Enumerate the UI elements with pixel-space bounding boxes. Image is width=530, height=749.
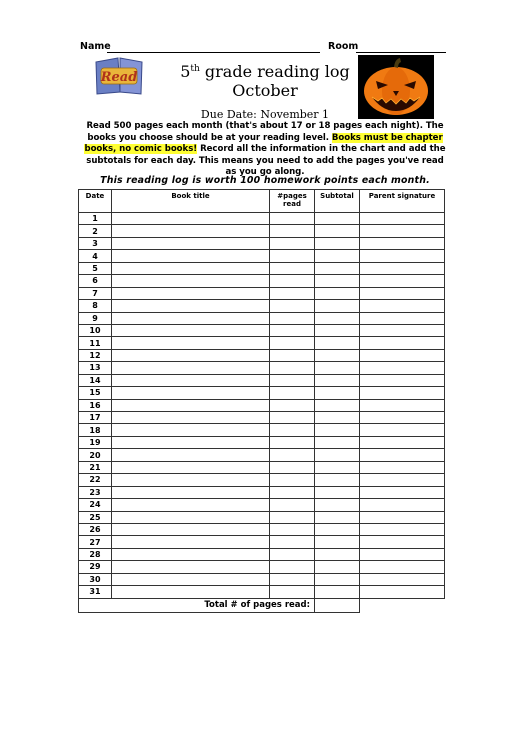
date-cell: 26 [79,523,112,535]
parent-signature-cell[interactable] [360,312,445,324]
name-room-row [80,41,450,55]
column-header: Subtotal [315,190,360,213]
parent-signature-cell[interactable] [360,548,445,560]
pages-read-cell[interactable] [270,461,315,473]
book-title-cell[interactable] [112,511,270,523]
subtotal-cell[interactable] [315,374,360,386]
table-row [79,586,445,598]
instructions-text-1: Read 500 pages each month (that's about 17 or 18 pages each night). The books you choose should be at your reading level. [86,121,444,143]
pages-read-cell[interactable] [270,436,315,448]
book-title-cell[interactable] [112,213,270,225]
pages-read-cell[interactable] [270,474,315,486]
date-cell: 9 [79,312,112,324]
date-cell: 24 [79,499,112,511]
pages-read-cell[interactable] [270,312,315,324]
book-title-cell[interactable] [112,561,270,573]
date-cell: 1 [79,213,112,225]
table-row [79,337,445,349]
table-row [79,287,445,299]
date-cell: 21 [79,461,112,473]
table-row [79,548,445,560]
date-cell: 28 [79,548,112,560]
date-cell: 30 [79,573,112,585]
pages-read-cell[interactable] [270,225,315,237]
book-title-cell[interactable] [112,374,270,386]
column-header: Book title [112,190,270,213]
parent-signature-cell[interactable] [360,300,445,312]
parent-signature-cell[interactable] [360,511,445,523]
pages-read-cell[interactable] [270,275,315,287]
date-cell: 25 [79,511,112,523]
table-row [79,536,445,548]
date-cell: 29 [79,561,112,573]
book-title-cell[interactable] [112,324,270,336]
book-title-cell[interactable] [112,461,270,473]
parent-signature-cell[interactable] [360,225,445,237]
pages-read-cell[interactable] [270,511,315,523]
due-date: Due Date: November 1 [200,108,330,121]
date-cell: 17 [79,412,112,424]
subtotal-cell[interactable] [315,287,360,299]
date-cell: 12 [79,349,112,361]
date-cell: 14 [79,374,112,386]
parent-signature-cell[interactable] [360,449,445,461]
room-label: Room [328,41,359,52]
month-title: October [232,81,298,100]
book-title-cell[interactable] [112,436,270,448]
subtotal-cell[interactable] [315,349,360,361]
pages-read-cell[interactable] [270,548,315,560]
book-title-cell[interactable] [112,586,270,598]
read-book-logo [93,56,145,96]
date-cell: 22 [79,474,112,486]
subtotal-cell[interactable] [315,548,360,560]
subtotal-cell[interactable] [315,312,360,324]
subtotal-cell[interactable] [315,300,360,312]
parent-signature-cell[interactable] [360,561,445,573]
book-title-cell[interactable] [112,399,270,411]
table-header-row [79,190,445,213]
date-cell: 15 [79,387,112,399]
table-row [79,486,445,498]
date-cell: 10 [79,324,112,336]
book-title-cell[interactable] [112,349,270,361]
book-title-cell[interactable] [112,523,270,535]
parent-signature-cell[interactable] [360,573,445,585]
table-row [79,300,445,312]
pages-read-cell[interactable] [270,287,315,299]
book-title-cell[interactable] [112,536,270,548]
date-cell: 23 [79,486,112,498]
date-cell: 3 [79,237,112,249]
date-cell: 13 [79,362,112,374]
table-row [79,312,445,324]
subtotal-cell[interactable] [315,337,360,349]
date-cell: 11 [79,337,112,349]
parent-signature-cell[interactable] [360,536,445,548]
date-cell: 31 [79,586,112,598]
table-row [79,324,445,336]
pages-read-cell[interactable] [270,586,315,598]
subtotal-cell[interactable] [315,486,360,498]
logo-text: Read [100,70,138,85]
table-row [79,523,445,535]
subtotal-cell[interactable] [315,262,360,274]
parent-signature-cell[interactable] [360,523,445,535]
pages-read-cell[interactable] [270,349,315,361]
total-label: Total # of pages read: [79,598,315,612]
parent-signature-cell[interactable] [360,399,445,411]
book-title-cell[interactable] [112,225,270,237]
table-row [79,412,445,424]
parent-signature-cell[interactable] [360,586,445,598]
subtotal-cell[interactable] [315,573,360,585]
table-row [79,436,445,448]
subtotal-cell[interactable] [315,536,360,548]
pages-read-cell[interactable] [270,300,315,312]
table-row [79,349,445,361]
date-cell: 8 [79,300,112,312]
book-title-cell[interactable] [112,237,270,249]
book-title-cell[interactable] [112,287,270,299]
parent-signature-cell[interactable] [360,424,445,436]
book-title-cell[interactable] [112,362,270,374]
name-field[interactable] [107,52,320,53]
grade-suffix: th [190,64,200,74]
book-title-cell[interactable] [112,387,270,399]
pages-read-cell[interactable] [270,412,315,424]
pages-read-cell[interactable] [270,561,315,573]
grade-rest: grade reading log [204,62,350,81]
pages-read-cell[interactable] [270,399,315,411]
date-cell: 18 [79,424,112,436]
parent-signature-cell[interactable] [360,362,445,374]
table-row [79,387,445,399]
table-row [79,250,445,262]
book-title-cell[interactable] [112,250,270,262]
instructions-text-2: Record all the information in the chart and add the subtotals for each day. This means you need to add the pages you've read as you go along. [86,144,446,177]
book-title-cell[interactable] [112,486,270,498]
column-header: Parent signature [360,190,445,213]
reading-log-table [78,189,445,613]
pages-read-cell[interactable] [270,374,315,386]
pages-read-cell[interactable] [270,387,315,399]
date-cell: 7 [79,287,112,299]
parent-signature-cell[interactable] [360,499,445,511]
book-title-cell[interactable] [112,262,270,274]
book-title-cell[interactable] [112,449,270,461]
pages-read-cell[interactable] [270,499,315,511]
subtotal-cell[interactable] [315,424,360,436]
parent-signature-cell[interactable] [360,287,445,299]
book-title-cell[interactable] [112,424,270,436]
pages-read-cell[interactable] [270,536,315,548]
parent-signature-cell[interactable] [360,474,445,486]
book-title-cell[interactable] [112,312,270,324]
total-row [79,598,445,612]
subtotal-cell[interactable] [315,511,360,523]
table-row [79,474,445,486]
room-field[interactable] [356,52,446,53]
date-cell: 27 [79,536,112,548]
pages-read-cell[interactable] [270,362,315,374]
table-row [79,449,445,461]
table-row [79,374,445,386]
date-cell: 20 [79,449,112,461]
table-row [79,573,445,585]
parent-signature-cell[interactable] [360,337,445,349]
date-cell: 4 [79,250,112,262]
date-cell: 5 [79,262,112,274]
table-row [79,262,445,274]
pages-read-cell[interactable] [270,213,315,225]
instructions-highlight: Books must be chapter books, no comic books! [84,132,443,154]
book-title-cell[interactable] [112,337,270,349]
subtotal-cell[interactable] [315,237,360,249]
instructions-paragraph [80,121,450,179]
pages-read-cell[interactable] [270,486,315,498]
table-row [79,237,445,249]
pages-read-cell[interactable] [270,237,315,249]
name-label: Name [80,41,111,52]
pages-read-cell[interactable] [270,262,315,274]
parent-signature-cell[interactable] [360,349,445,361]
parent-signature-cell[interactable] [360,262,445,274]
date-cell: 2 [79,225,112,237]
table-row [79,275,445,287]
subtotal-cell[interactable] [315,561,360,573]
subtotal-cell[interactable] [315,499,360,511]
pages-read-cell[interactable] [270,337,315,349]
table-row [79,561,445,573]
subtotal-cell[interactable] [315,461,360,473]
subtotal-cell[interactable] [315,213,360,225]
book-title-cell[interactable] [112,573,270,585]
column-header: #pages read [270,190,315,213]
parent-signature-cell[interactable] [360,324,445,336]
book-title-cell[interactable] [112,275,270,287]
subtotal-cell[interactable] [315,523,360,535]
subtotal-cell[interactable] [315,449,360,461]
parent-signature-cell[interactable] [360,461,445,473]
pages-read-cell[interactable] [270,424,315,436]
table-row [79,511,445,523]
pages-read-cell[interactable] [270,523,315,535]
book-title-cell[interactable] [112,499,270,511]
subtotal-cell[interactable] [315,436,360,448]
subtotal-cell[interactable] [315,412,360,424]
table-row [79,424,445,436]
subtotal-cell[interactable] [315,362,360,374]
pages-read-cell[interactable] [270,250,315,262]
pages-read-cell[interactable] [270,324,315,336]
subtotal-cell[interactable] [315,399,360,411]
date-cell: 6 [79,275,112,287]
grade-number: 5 [180,62,191,81]
table-row [79,499,445,511]
subtotal-cell[interactable] [315,586,360,598]
book-title-cell[interactable] [112,300,270,312]
total-spacer [360,598,445,612]
parent-signature-cell[interactable] [360,436,445,448]
date-cell: 19 [79,436,112,448]
parent-signature-cell[interactable] [360,387,445,399]
subtotal-cell[interactable] [315,225,360,237]
parent-signature-cell[interactable] [360,486,445,498]
subtotal-cell[interactable] [315,474,360,486]
parent-signature-cell[interactable] [360,237,445,249]
page-title [150,62,380,100]
table-row [79,399,445,411]
parent-signature-cell[interactable] [360,250,445,262]
total-cell[interactable] [315,598,360,612]
column-header: Date [79,190,112,213]
parent-signature-cell[interactable] [360,412,445,424]
book-title-cell[interactable] [112,412,270,424]
table-row [79,213,445,225]
subtotal-cell[interactable] [315,324,360,336]
table-row [79,461,445,473]
pages-read-cell[interactable] [270,449,315,461]
book-title-cell[interactable] [112,474,270,486]
table-row [79,362,445,374]
subtotal-cell[interactable] [315,275,360,287]
worth-note: This reading log is worth 100 homework points each month. [100,175,430,186]
table-row [79,225,445,237]
date-cell: 16 [79,399,112,411]
pages-read-cell[interactable] [270,573,315,585]
parent-signature-cell[interactable] [360,374,445,386]
parent-signature-cell[interactable] [360,213,445,225]
subtotal-cell[interactable] [315,387,360,399]
subtotal-cell[interactable] [315,250,360,262]
parent-signature-cell[interactable] [360,275,445,287]
book-title-cell[interactable] [112,548,270,560]
